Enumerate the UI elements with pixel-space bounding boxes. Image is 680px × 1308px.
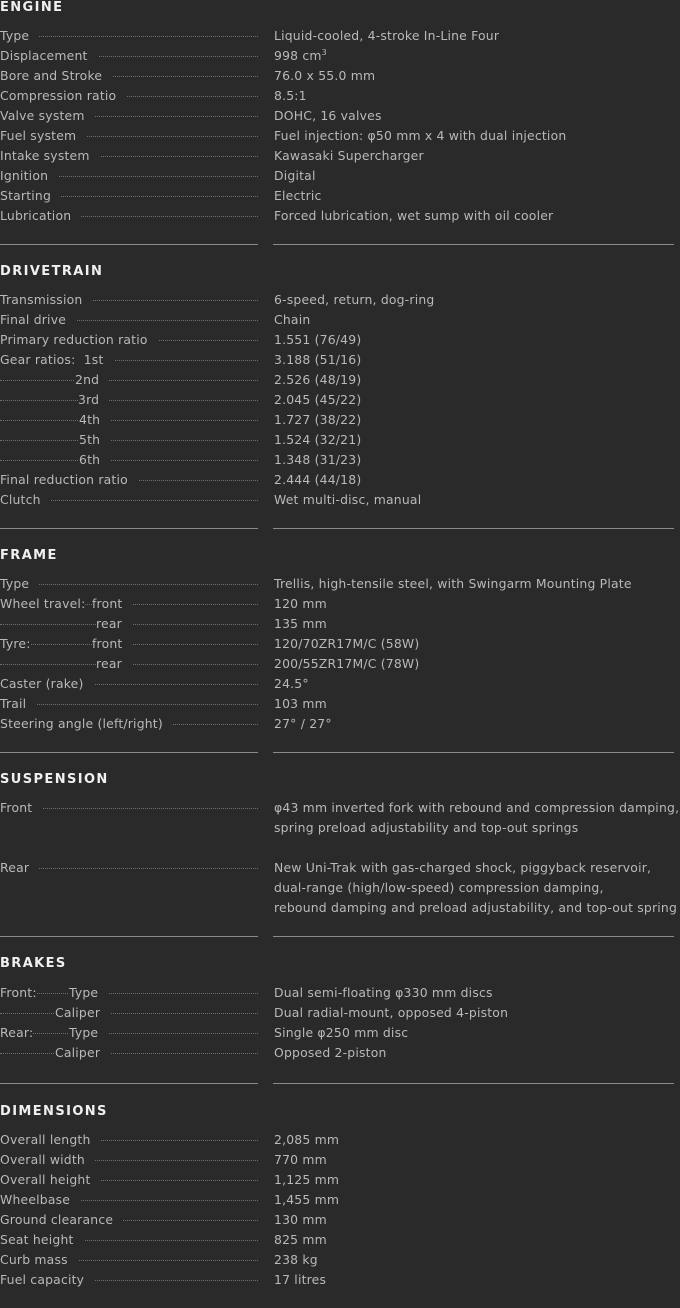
spec-row	[0, 146, 680, 166]
section-divider	[0, 244, 680, 245]
spec-value: 2.526 (48/19)	[274, 372, 362, 387]
spec-value: 825 mm	[274, 1232, 327, 1247]
spec-row	[0, 1170, 680, 1190]
spec-value: Fuel injection: φ50 mm x 4 with dual injection	[274, 128, 567, 143]
spec-list	[0, 574, 680, 734]
spec-value: 3.188 (51/16)	[274, 352, 362, 367]
spec-row	[0, 694, 680, 714]
spec-row	[0, 654, 680, 674]
spec-label: Transmission	[0, 290, 92, 310]
spec-label: Final reduction ratio	[0, 470, 138, 490]
spec-label: 6th	[79, 450, 110, 470]
spec-label: Starting	[0, 186, 61, 206]
spec-label: Ground clearance	[0, 1210, 123, 1230]
spec-label: Tyre:	[0, 634, 31, 654]
spec-row	[0, 574, 680, 594]
section-divider	[0, 1083, 680, 1084]
spec-list	[0, 1130, 680, 1290]
spec-value: 6-speed, return, dog-ring	[274, 292, 435, 307]
spec-value: DOHC, 16 valves	[274, 108, 382, 123]
spec-value	[274, 798, 679, 838]
spec-label: Fuel capacity	[0, 1270, 94, 1290]
spec-label: Trail	[0, 694, 36, 714]
spec-label: Primary reduction ratio	[0, 330, 158, 350]
section-title: FRAME	[0, 548, 58, 563]
dotted-leader	[0, 993, 258, 994]
spec-sublabel: front	[92, 594, 132, 614]
spec-label: Overall height	[0, 1170, 101, 1190]
spec-value-line: New Uni-Trak with gas-charged shock, piggyback reservoir,	[274, 860, 652, 875]
spec-value: 238 kg	[274, 1252, 318, 1267]
spec-value-line: spring preload adjustability and top-out springs	[274, 820, 579, 835]
spec-row	[0, 634, 680, 654]
spec-label: Gear ratios: 1st	[0, 350, 114, 370]
spec-value: 1.348 (31/23)	[274, 452, 362, 467]
spec-label: Intake system	[0, 146, 100, 166]
spec-value: Digital	[274, 168, 316, 183]
spec-value: 135 mm	[274, 616, 327, 631]
spec-value: Liquid-cooled, 4-stroke In-Line Four	[274, 28, 500, 43]
spec-row	[0, 674, 680, 694]
spec-value: 130 mm	[274, 1212, 327, 1227]
spec-row	[0, 1230, 680, 1250]
spec-row	[0, 1150, 680, 1170]
section-dimensions	[0, 1104, 680, 1290]
spec-label: Bore and Stroke	[0, 66, 112, 86]
spec-value: 76.0 x 55.0 mm	[274, 68, 376, 83]
section-suspension	[0, 772, 680, 937]
spec-row	[0, 450, 680, 470]
spec-row	[0, 594, 680, 614]
spec-row	[0, 1210, 680, 1230]
spec-list	[0, 983, 680, 1063]
spec-label: Compression ratio	[0, 86, 126, 106]
spec-label: Ignition	[0, 166, 58, 186]
spec-value-text: 998 cm	[274, 48, 322, 63]
spec-row	[0, 714, 680, 734]
spec-label: Clutch	[0, 490, 51, 510]
spec-value: Kawasaki Supercharger	[274, 148, 424, 163]
superscript: 3	[321, 47, 327, 57]
spec-row-front	[0, 798, 680, 858]
spec-row	[0, 290, 680, 310]
spec-label: Type	[0, 26, 39, 46]
section-engine	[0, 0, 680, 245]
spec-row	[0, 86, 680, 106]
spec-row	[0, 106, 680, 126]
spec-value: Single φ250 mm disc	[274, 1025, 409, 1040]
spec-row	[0, 206, 680, 226]
section-brakes	[0, 956, 680, 1084]
spec-row	[0, 614, 680, 634]
spec-label: Wheelbase	[0, 1190, 80, 1210]
spec-label: Front	[0, 798, 42, 818]
spec-sublabel: Caliper	[55, 1043, 110, 1063]
dotted-leader	[0, 704, 258, 705]
spec-row	[0, 1003, 680, 1023]
spec-label: Valve system	[0, 106, 95, 126]
section-divider	[0, 528, 680, 529]
spec-row	[0, 166, 680, 186]
section-title: ENGINE	[0, 0, 64, 15]
spec-row	[0, 410, 680, 430]
section-title: DIMENSIONS	[0, 1104, 108, 1119]
spec-row	[0, 1043, 680, 1063]
spec-row	[0, 26, 680, 46]
spec-value: 27° / 27°	[274, 716, 332, 731]
spec-sublabel: Type	[69, 1023, 108, 1043]
spec-row-rear	[0, 858, 680, 918]
section-title: SUSPENSION	[0, 772, 109, 787]
dotted-leader	[0, 460, 258, 461]
spec-label: Fuel system	[0, 126, 86, 146]
spec-row	[0, 370, 680, 390]
spec-row	[0, 46, 680, 66]
dotted-leader	[0, 380, 258, 381]
spec-value: 120 mm	[274, 596, 327, 611]
spec-value: 1.727 (38/22)	[274, 412, 362, 427]
spec-value: Dual semi-floating φ330 mm discs	[274, 985, 493, 1000]
spec-value: 8.5:1	[274, 88, 307, 103]
spec-sublabel: Type	[69, 983, 108, 1003]
spec-row	[0, 1250, 680, 1270]
dotted-leader	[0, 1053, 258, 1054]
section-divider	[0, 752, 680, 753]
spec-value: 24.5°	[274, 676, 309, 691]
spec-row	[0, 186, 680, 206]
spec-label: 2nd	[75, 370, 109, 390]
dotted-leader	[0, 400, 258, 401]
section-title: DRIVETRAIN	[0, 264, 104, 279]
spec-value-line: rebound damping and preload adjustability, and top-out spring	[274, 900, 678, 915]
section-divider	[0, 936, 680, 937]
spec-sublabel: rear	[96, 614, 132, 634]
spec-sublabel: Caliper	[55, 1003, 110, 1023]
spec-list	[0, 798, 680, 918]
spec-label: Final drive	[0, 310, 76, 330]
spec-value: Trellis, high-tensile steel, with Swingarm Mounting Plate	[274, 576, 632, 591]
spec-value: Opposed 2-piston	[274, 1045, 387, 1060]
spec-value	[274, 46, 327, 66]
spec-value: 2.444 (44/18)	[274, 472, 362, 487]
spec-row	[0, 66, 680, 86]
spec-value: 1,455 mm	[274, 1192, 340, 1207]
spec-value: 1,125 mm	[274, 1172, 340, 1187]
spec-label: Overall width	[0, 1150, 95, 1170]
dotted-leader	[0, 440, 258, 441]
spec-row	[0, 126, 680, 146]
spec-label: Steering angle (left/right)	[0, 714, 173, 734]
spec-label: 4th	[79, 410, 110, 430]
spec-value: 17 litres	[274, 1272, 327, 1287]
spec-value	[274, 858, 677, 918]
spec-value: 2.045 (45/22)	[274, 392, 362, 407]
spec-row	[0, 1270, 680, 1290]
spec-row	[0, 983, 680, 1003]
spec-label: Curb mass	[0, 1250, 78, 1270]
spec-value: 2,085 mm	[274, 1132, 340, 1147]
dotted-leader	[0, 1013, 258, 1014]
spec-label: Rear	[0, 858, 39, 878]
spec-value: Electric	[274, 188, 322, 203]
spec-value: Forced lubrication, wet sump with oil cooler	[274, 208, 554, 223]
spec-label: Displacement	[0, 46, 98, 66]
spec-value: 1.524 (32/21)	[274, 432, 362, 447]
spec-list	[0, 290, 680, 510]
spec-value: Chain	[274, 312, 311, 327]
spec-value: Wet multi-disc, manual	[274, 492, 422, 507]
spec-row	[0, 470, 680, 490]
spec-sublabel: front	[92, 634, 132, 654]
spec-value: 200/55ZR17M/C (78W)	[274, 656, 420, 671]
spec-label: 5th	[79, 430, 110, 450]
spec-row	[0, 1023, 680, 1043]
spec-label: Rear:	[0, 1023, 33, 1043]
spec-value: 1.551 (76/49)	[274, 332, 362, 347]
spec-label: Overall length	[0, 1130, 101, 1150]
spec-row	[0, 430, 680, 450]
spec-list	[0, 26, 680, 226]
spec-value: 120/70ZR17M/C (58W)	[274, 636, 420, 651]
section-frame	[0, 548, 680, 753]
spec-row	[0, 330, 680, 350]
spec-value-line: dual-range (high/low-speed) compression damping,	[274, 880, 604, 895]
spec-row	[0, 310, 680, 330]
spec-label: Wheel travel:	[0, 594, 85, 614]
spec-value: 103 mm	[274, 696, 327, 711]
spec-sublabel: rear	[96, 654, 132, 674]
spec-row	[0, 490, 680, 510]
spec-label: Type	[0, 574, 39, 594]
dotted-leader	[0, 420, 258, 421]
spec-label: Caster (rake)	[0, 674, 94, 694]
spec-value: 770 mm	[274, 1152, 327, 1167]
dotted-leader	[0, 1033, 258, 1034]
spec-row	[0, 1190, 680, 1210]
spec-label: Front:	[0, 983, 37, 1003]
spec-label: 3rd	[78, 390, 109, 410]
spec-value-line: φ43 mm inverted fork with rebound and compression damping,	[274, 800, 680, 815]
spec-label: Seat height	[0, 1230, 84, 1250]
spec-value: Dual radial-mount, opposed 4-piston	[274, 1005, 509, 1020]
spec-row	[0, 1130, 680, 1150]
section-title: BRAKES	[0, 956, 67, 971]
spec-row	[0, 390, 680, 410]
section-drivetrain	[0, 264, 680, 529]
spec-label: Lubrication	[0, 206, 81, 226]
spec-row	[0, 350, 680, 370]
